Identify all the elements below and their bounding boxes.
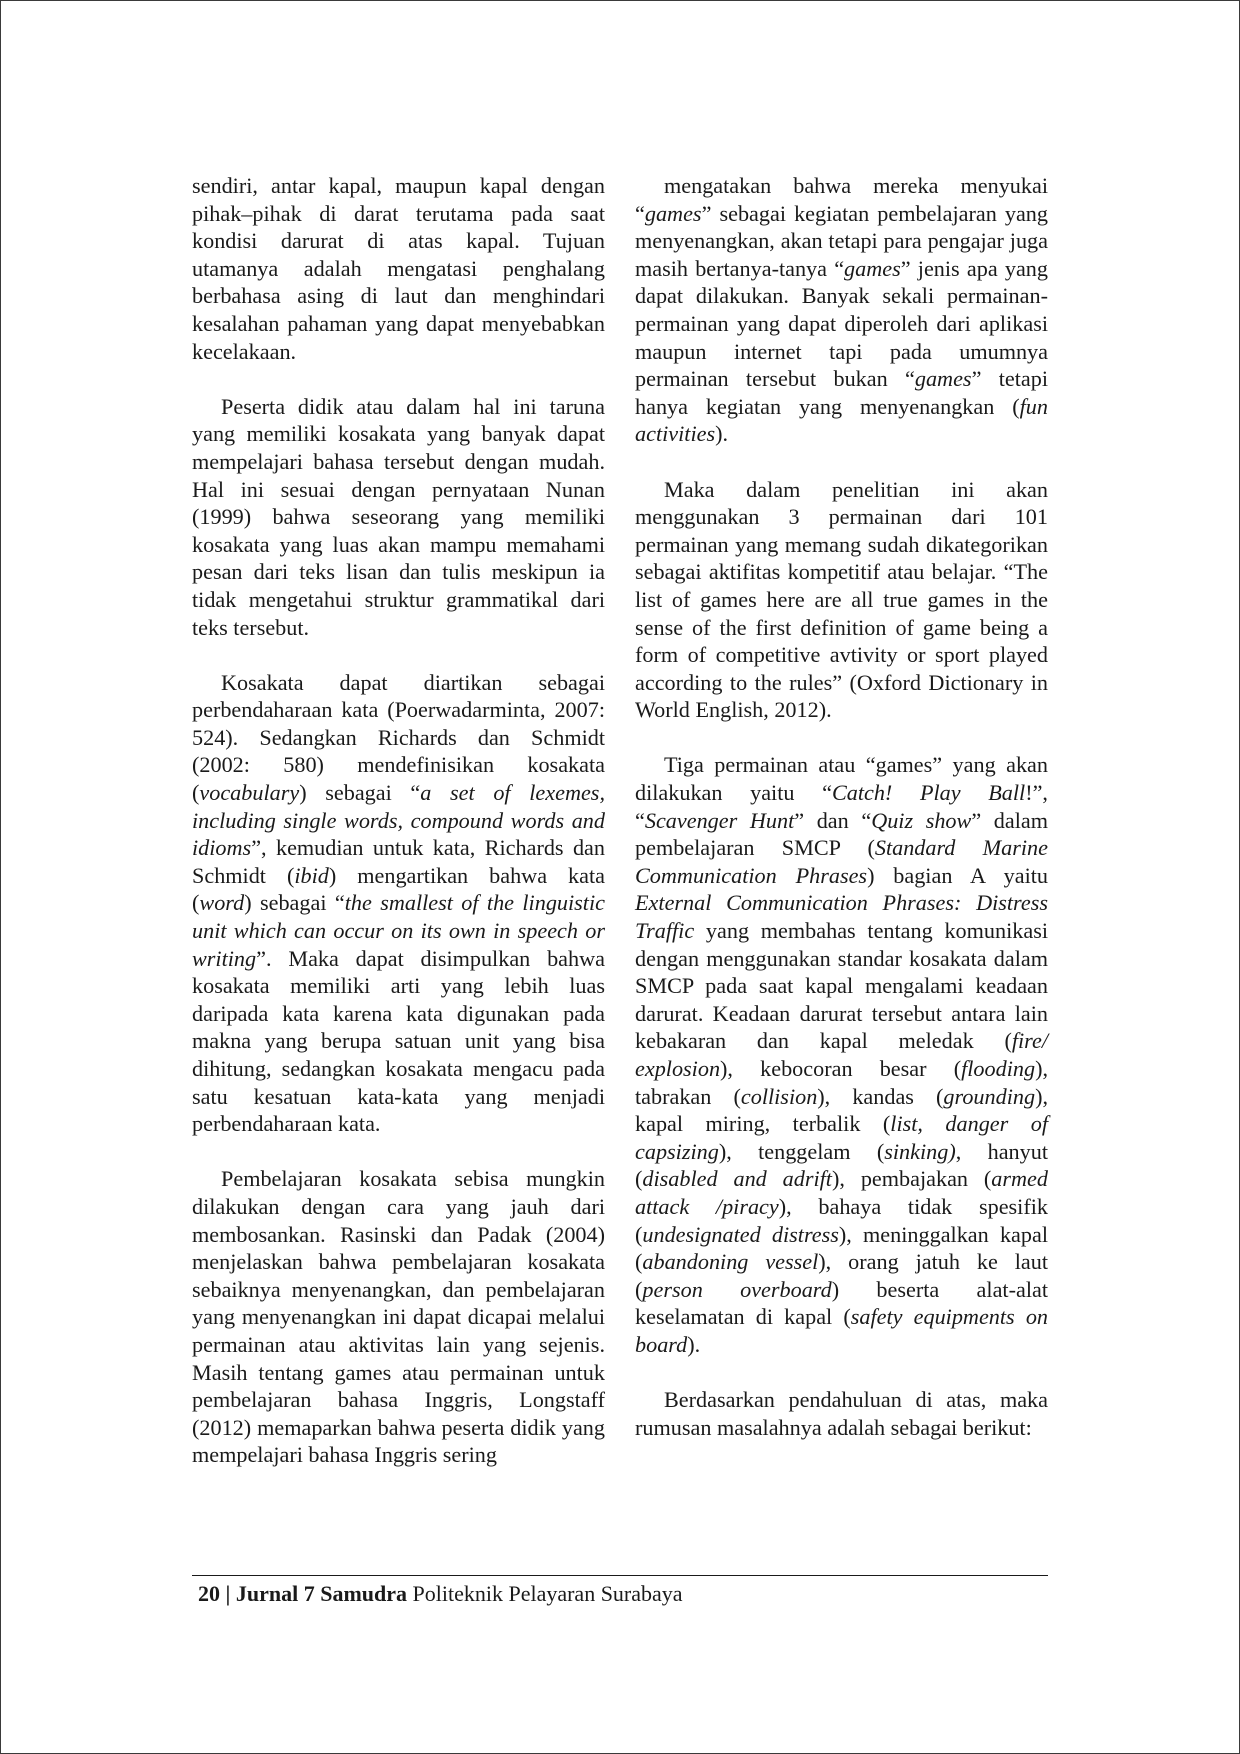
text-run: ” sebagai kegiatan pembelajaran yang menyenangkan, akan tetapi para pengajar juga masih bertanya-tanya “ (635, 200, 1048, 281)
italic-run: disabled and adrift (642, 1166, 832, 1192)
italic-run: armed attack /piracy (635, 1166, 1048, 1219)
text-run: ), tabrakan ( (635, 1056, 1048, 1109)
text-run: ). (715, 421, 729, 447)
text-run: ), orang jatuh ke laut ( (635, 1249, 1048, 1302)
text-run: ” dalam pembelajaran SMCP ( (635, 807, 1048, 861)
italic-run: ibid (294, 862, 329, 888)
text-run: Maka dalam penelitian ini akan menggunakan 3 permainan dari 101 permainan yang memang sudah dikategorikan sebagai aktifitas kompetitif atau belajar. “The list of games here are all true games in the sense of the first definition of game being a form of competitive avtivity or sport played according to the rules” (Oxford Dictionary in World English, 2012). (635, 476, 1048, 723)
text-run: ) sebagai “ (299, 780, 421, 806)
italic-run: vocabulary (199, 780, 300, 806)
italic-run: person overboard (642, 1276, 832, 1302)
text-run: ), kandas ( (817, 1083, 944, 1109)
footer-separator: | (225, 1581, 231, 1606)
paragraph (635, 172, 1048, 448)
text-run: ), kapal miring, terbalik ( (635, 1083, 1048, 1137)
text-run: Peserta didik atau dalam hal ini taruna yang memiliki kosakata yang banyak dapat mempelajari bahasa tersebut dengan mudah. Hal ini sesuai dengan pernyataan Nunan (1999) bahwa seseorang yang memiliki kosakata yang luas akan mampu memahami pesan dari teks lisan dan tulis meskipun ia tidak mengetahui struktur grammatikal dari teks tersebut. (192, 393, 605, 640)
text-run: !”, “ (635, 780, 1048, 833)
paragraph (635, 476, 1048, 724)
italic-run: External Communication Phrases: Distress Traffic (635, 890, 1048, 944)
italic-run: word (199, 890, 245, 916)
paragraph (635, 751, 1048, 1358)
italic-run: the smallest of the linguistic unit which can occur on its own in speech or writing (192, 890, 605, 971)
italic-run: Catch! Play Ball (831, 780, 1026, 806)
text-run: ), kebocoran besar ( (720, 1056, 962, 1081)
italic-run: Scavenger Hunt (644, 807, 795, 833)
italic-run: games (844, 255, 901, 281)
italic-run: grounding (943, 1083, 1036, 1109)
paragraph (192, 172, 605, 365)
text-run: ” jenis apa yang dapat dilakukan. Banyak sekali permainan-permainan yang dapat diperoleh dari aplikasi maupun internet tapi pada umumnya permainan tersebut bukan “ (635, 255, 1048, 392)
text-run: ). (687, 1331, 701, 1357)
italic-run: games (644, 200, 702, 226)
text-run: ), pembajakan ( (831, 1166, 992, 1192)
italic-run: safety equipments on board (635, 1304, 1049, 1357)
italic-run: games (914, 366, 972, 392)
text-run: ), bahaya tidak spesifik ( (635, 1193, 1048, 1247)
right-column (635, 172, 1048, 1441)
italic-run: fun activities (635, 393, 1048, 447)
italic-run: collision (740, 1083, 818, 1109)
text-run: Berdasarkan pendahuluan di atas, maka rumusan masalahnya adalah sebagai berikut: (635, 1387, 1048, 1440)
italic-run: undesignated distress (642, 1221, 839, 1247)
text-run: ), tenggelam ( (718, 1138, 885, 1164)
text-run: ”, kemudian untuk kata, Richards dan Schmidt ( (192, 835, 605, 888)
left-column (192, 172, 605, 1469)
italic-run: a set of lexemes, including single words, compound words and idioms (192, 780, 605, 861)
text-run: mengatakan bahwa mereka menyukai “ (635, 173, 1048, 226)
text-run: Kosakata dapat diartikan sebagai perbendaharaan kata (Poerwadarminta, 2007: 524). Sedangkan Richards dan Schmidt (2002: 580) mendefinisikan kosakata ( (192, 669, 605, 806)
paragraph (192, 669, 605, 1138)
text-run: ” tetapi hanya kegiatan yang menyenangkan ( (635, 366, 1048, 419)
paragraph (192, 393, 605, 641)
italic-run: Standard Marine Communication Phrases (635, 835, 1048, 888)
text-run: sendiri, antar kapal, maupun kapal dengan pihak–pihak di darat terutama pada saat kondisi darurat di atas kapal. Tujuan utamanya adalah mengatasi penghalang berbahasa asing di laut dan menghindari kesalahan pahaman yang dapat menyebabkan kecelakaan. (192, 173, 605, 364)
text-run: yang membahas tentang komunikasi dengan menggunakan standar kosakata dalam SMCP pada saat kapal mengalami keadaan darurat. Keadaan darurat tersebut antara lain kebakaran dan kapal meledak ( (635, 918, 1048, 1054)
text-run: ”. Maka dapat disimpulkan bahwa kosakata memiliki arti yang lebih luas daripada kata karena kata digunakan pada makna yang berupa satuan unit yang bisa dihitung, sedangkan kosakata mengacu pada satu kesatuan kata-kata yang menjadi perbendaharaan kata. (192, 945, 605, 1137)
paragraph (635, 1386, 1048, 1441)
italic-run: sinking) (884, 1138, 956, 1164)
text-run: ), meninggalkan kapal ( (635, 1221, 1048, 1275)
footer-rule (192, 1575, 1048, 1576)
text-run: ) bagian A yaitu (867, 862, 1048, 888)
page-footer (198, 1580, 683, 1608)
journal-name: Jurnal 7 Samudra (235, 1581, 408, 1606)
text-run: ) sebagai “ (244, 890, 345, 916)
text-run: ) beserta alat-alat keselamatan di kapal ( (635, 1276, 1048, 1330)
italic-run: Quiz show (871, 807, 972, 833)
italic-run: abandoning vessel (642, 1249, 819, 1275)
text-run: Tiga permainan atau “games” yang akan dilakukan yaitu “ (635, 752, 1048, 806)
italic-run: list, danger of capsizing (635, 1111, 1048, 1164)
text-run: Pembelajaran kosakata sebisa mungkin dilakukan dengan cara yang jauh dari membosankan. Rasinski dan Padak (2004) menjelaskan bahwa pembelajaran kosakata sebaiknya menyenangkan, dan pembelajaran yang menyenangkan ini dapat dicapai melalui permainan atau aktivitas lain yang sejenis. Masih tentang games atau permainan untuk pembelajaran bahasa Inggris, Longstaff (2012) memaparkan bahwa peserta didik yang mempelajari bahasa Inggris sering (192, 1166, 605, 1468)
text-run: ” dan “ (794, 807, 872, 833)
paragraph (192, 1165, 605, 1469)
text-run: ) mengartikan bahwa kata ( (192, 862, 605, 916)
italic-run: flooding (961, 1056, 1036, 1081)
italic-run: fire/ explosion (635, 1028, 1048, 1081)
text-run: , hanyut ( (635, 1138, 1048, 1192)
institution-name: Politeknik Pelayaran Surabaya (412, 1581, 683, 1606)
page-number: 20 (198, 1581, 220, 1606)
